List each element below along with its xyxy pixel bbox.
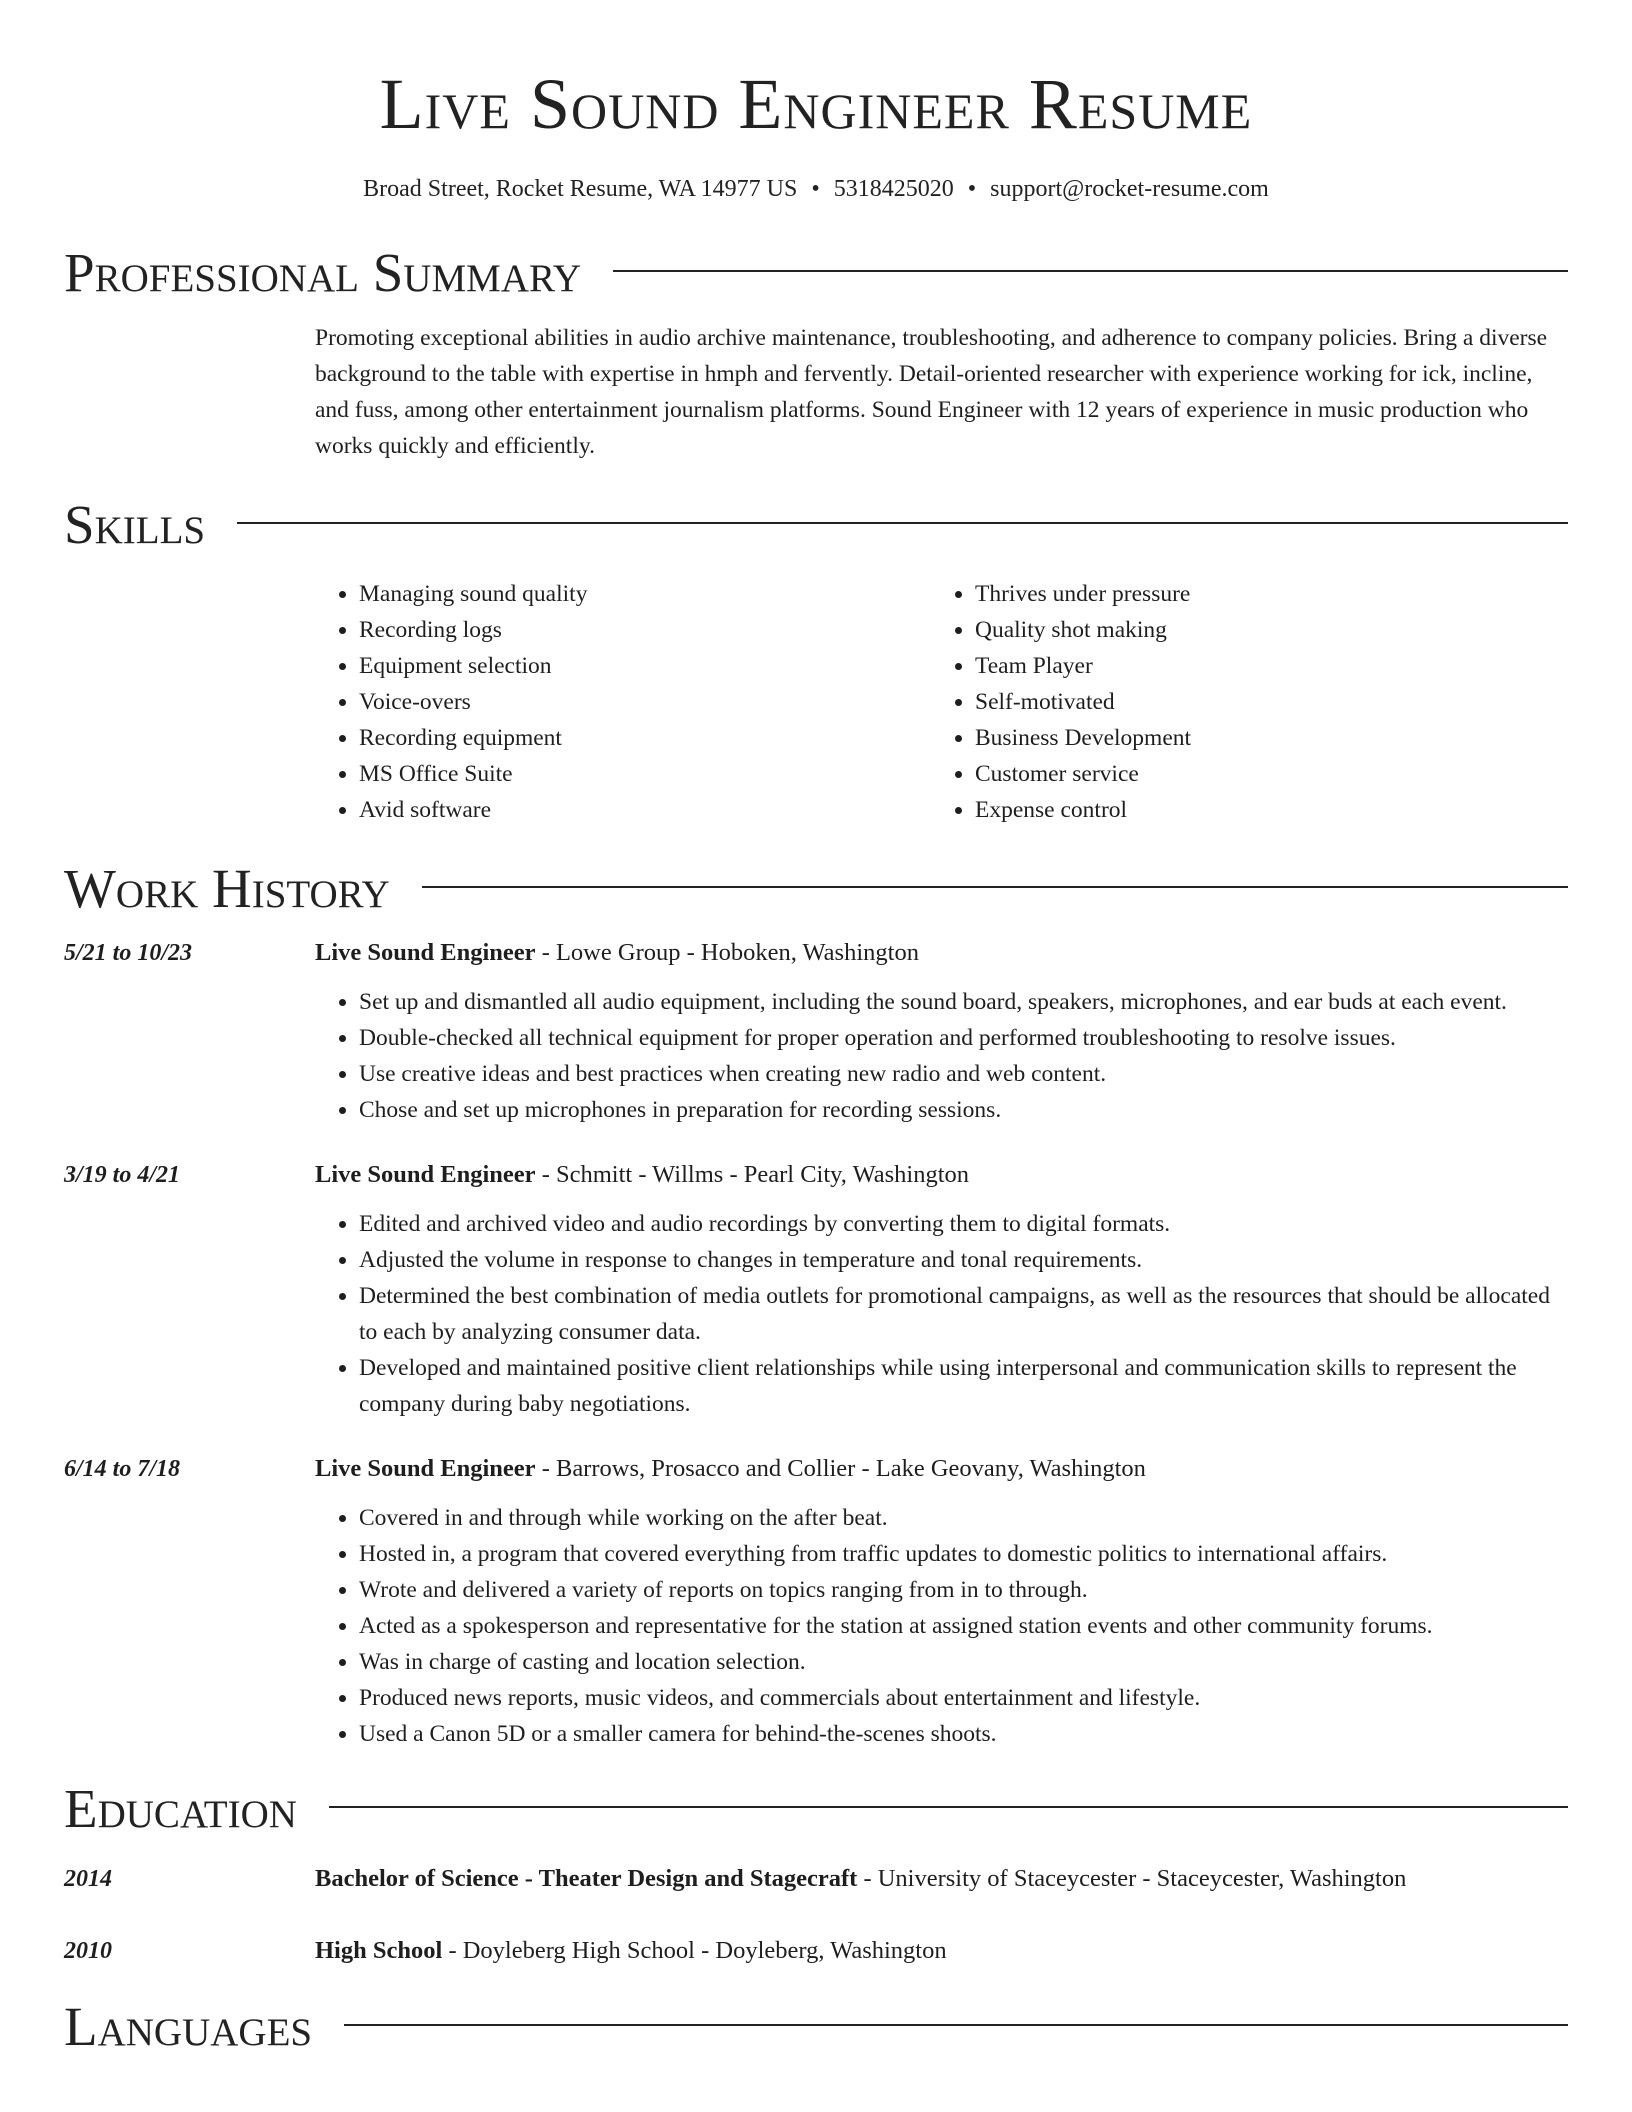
job-bullet: • Covered in and through while working on the after beat. bbox=[359, 1500, 1568, 1536]
section-divider bbox=[329, 1806, 1568, 1808]
job-bullet: • Used a Canon 5D or a smaller camera for behind-the-scenes shoots. bbox=[359, 1716, 1568, 1752]
skill-item: • MS Office Suite bbox=[359, 756, 931, 792]
resume-page bbox=[64, 0, 1568, 2062]
job-bullet: • Acted as a spokesperson and representative for the station at assigned station events and other community forums. bbox=[359, 1608, 1568, 1644]
education-entry bbox=[64, 1862, 1568, 1896]
job-bullet: • Was in charge of casting and location selection. bbox=[359, 1644, 1568, 1680]
section-divider bbox=[422, 886, 1568, 888]
job-role: Live Sound Engineer bbox=[315, 1455, 536, 1482]
skill-item: • Expense control bbox=[975, 792, 1547, 828]
job-bullet: • Adjusted the volume in response to changes in temperature and tonal requirements. bbox=[359, 1242, 1568, 1278]
section-divider bbox=[344, 2024, 1568, 2026]
work-section-header bbox=[64, 854, 1568, 924]
skill-item: • Quality shot making bbox=[975, 612, 1547, 648]
job-header bbox=[64, 936, 1568, 970]
job-bullet: • Edited and archived video and audio recordings by converting them to digital formats. bbox=[359, 1206, 1568, 1242]
job-bullet: • Produced news reports, music videos, and commercials about entertainment and lifestyle. bbox=[359, 1680, 1568, 1716]
skill-item: • Recording logs bbox=[359, 612, 931, 648]
skill-item: • Equipment selection bbox=[359, 648, 931, 684]
contact-separator: • bbox=[811, 176, 820, 202]
resume-title: Live Sound Engineer Resume bbox=[379, 64, 1253, 144]
job-title-line bbox=[315, 1158, 969, 1192]
job-bullet: • Double-checked all technical equipment for proper operation and performed troubleshooting to resolve issues. bbox=[359, 1020, 1568, 1056]
job-dates: 6/14 to 7/18 bbox=[64, 1456, 181, 1482]
education-year: 2014 bbox=[64, 1866, 112, 1892]
job-bullet: • Developed and maintained positive client relationships while using interpersonal and communication skills to represent the company during baby negotiations. bbox=[359, 1350, 1568, 1422]
job-header bbox=[64, 1158, 1568, 1192]
skill-item: • Voice-overs bbox=[359, 684, 931, 720]
skill-item: • Customer service bbox=[975, 756, 1547, 792]
job-role: Live Sound Engineer bbox=[315, 939, 536, 966]
job-dates: 5/21 to 10/23 bbox=[64, 940, 193, 966]
contact-phone: 5318425020 bbox=[833, 176, 954, 202]
job-bullets bbox=[315, 1206, 1568, 1422]
education-text bbox=[315, 1862, 1406, 1896]
job-bullet: • Use creative ideas and best practices when creating new radio and web content. bbox=[359, 1056, 1568, 1092]
skills-list-left bbox=[315, 576, 931, 828]
job-title-line bbox=[315, 936, 919, 970]
job-bullet: • Determined the best combination of media outlets for promotional campaigns, as well as the resources that should be allocated to each by analyzing consumer data. bbox=[359, 1278, 1568, 1350]
section-title-languages: Languages bbox=[64, 1996, 313, 2057]
skill-item: • Thrives under pressure bbox=[975, 576, 1547, 612]
job-bullet: • Hosted in, a program that covered everything from traffic updates to domestic politics to international affairs. bbox=[359, 1536, 1568, 1572]
job-title-line bbox=[315, 1452, 1146, 1486]
section-title-education: Education bbox=[64, 1778, 297, 1839]
skill-item: • Managing sound quality bbox=[359, 576, 931, 612]
education-year: 2010 bbox=[64, 1938, 112, 1964]
education-degree: Bachelor of Science - Theater Design and Stagecraft bbox=[315, 1865, 858, 1892]
skill-item: • Self-motivated bbox=[975, 684, 1547, 720]
summary-text: Promoting exceptional abilities in audio archive maintenance, troubleshooting, and adherence to company policies. Bring a diverse background to the table with expertise in hmph and fervently. Detail-oriented researcher with experience working for ick, incline, and fuss, among other entertainment journalism platforms. Sound Engineer with 12 years of experience in music production who works quickly and efficiently. bbox=[315, 325, 1548, 459]
section-title-summary: Professional Summary bbox=[64, 242, 582, 303]
job-bullets bbox=[315, 984, 1568, 1128]
job-entry bbox=[64, 936, 1568, 1128]
section-title-skills: Skills bbox=[64, 494, 206, 555]
languages-section-header bbox=[64, 1992, 1568, 2062]
job-details: - Barrows, Prosacco and Collier - Lake Geovany, Washington bbox=[535, 1455, 1146, 1482]
job-header bbox=[64, 1452, 1568, 1486]
education-text bbox=[315, 1934, 947, 1968]
job-bullet: • Chose and set up microphones in preparation for recording sessions. bbox=[359, 1092, 1568, 1128]
skill-item: • Recording equipment bbox=[359, 720, 931, 756]
contact-line bbox=[64, 174, 1568, 204]
section-title-work: Work History bbox=[64, 858, 390, 919]
education-section-header bbox=[64, 1774, 1568, 1844]
job-dates: 3/19 to 4/21 bbox=[64, 1162, 181, 1188]
skills-section-header bbox=[64, 490, 1568, 560]
summary-section-header bbox=[64, 238, 1568, 308]
skills-grid bbox=[315, 576, 1568, 828]
skill-item: • Team Player bbox=[975, 648, 1547, 684]
job-entry bbox=[64, 1158, 1568, 1422]
contact-email: support@rocket-resume.com bbox=[990, 176, 1269, 202]
education-details: - University of Staceycester - Staceycester, Washington bbox=[857, 1865, 1407, 1892]
skill-item: • Avid software bbox=[359, 792, 931, 828]
section-divider bbox=[613, 270, 1568, 272]
job-bullet: • Set up and dismantled all audio equipment, including the sound board, speakers, microphones, and ear buds at each event. bbox=[359, 984, 1568, 1020]
job-bullet: • Wrote and delivered a variety of reports on topics ranging from in to through. bbox=[359, 1572, 1568, 1608]
section-divider bbox=[237, 522, 1568, 524]
contact-address: Broad Street, Rocket Resume, WA 14977 US bbox=[363, 176, 798, 202]
skills-list-right bbox=[931, 576, 1547, 828]
education-details: - Doyleberg High School - Doyleberg, Washington bbox=[442, 1937, 947, 1964]
job-role: Live Sound Engineer bbox=[315, 1161, 536, 1188]
education-entry bbox=[64, 1934, 1568, 1968]
education-degree: High School bbox=[315, 1937, 443, 1964]
skill-item: • Business Development bbox=[975, 720, 1547, 756]
contact-separator: • bbox=[967, 176, 977, 202]
job-details: - Schmitt - Willms - Pearl City, Washington bbox=[535, 1161, 970, 1188]
job-bullets bbox=[315, 1500, 1568, 1752]
job-entry bbox=[64, 1452, 1568, 1752]
job-details: - Lowe Group - Hoboken, Washington bbox=[535, 939, 919, 966]
